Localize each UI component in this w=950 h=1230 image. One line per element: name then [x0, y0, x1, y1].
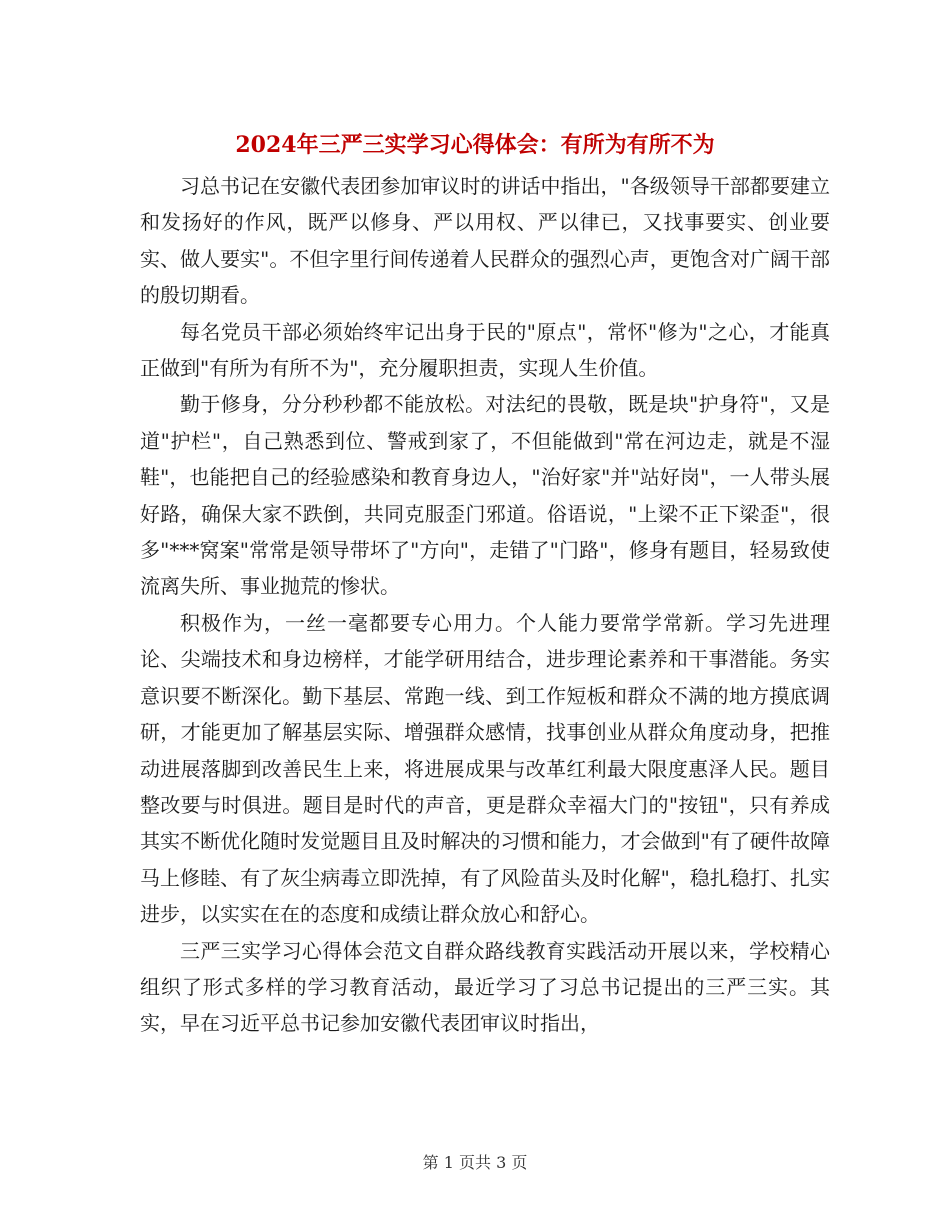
paragraph: 积极作为，一丝一毫都要专心用力。个人能力要常学常新。学习先进理论、尖端技术和身边榜样，才能学研用结合，进步理论素养和干事潜能。务实意识要不断深化。勤下基层、常跑一线、到工作短板和群众不满的地方摸底调研，才能更加了解基层实际、增强群众感情，找事创业从群众角度动身，把推动进展落脚到改善民生上来，将进展成果与改革红利最大限度惠泽人民。题目整改要与时俱进。题目是时代的声音，更是群众幸福大门的"按钮"，只有养成其实不断优化随时发觉题目且及时解决的习惯和能力，才会做到"有了硬件故障马上修睦、有了灰尘病毒立即洗掉，有了风险苗头及时化解"，稳扎稳打、扎实进步，以实实在在的态度和成绩让群众放心和舒心。 — [140, 610, 830, 927]
paragraph: 习总书记在安徽代表团参加审议时的讲话中指出，"各级领导干部都要建立和发扬好的作风，既严以修身、严以用权、严以律已，又找事要实、创业要实、做人要实"。不但字里行间传递着人民群众的强烈心声，更饱含对广阔干部的殷切期看。 — [140, 174, 830, 308]
paragraph: 三严三实学习心得体会范文自群众路线教育实践活动开展以来，学校精心组织了形式多样的学习教育活动，最近学习了习总书记提出的三严三实。其实，早在习近平总书记参加安徽代表团审议时指出， — [140, 938, 830, 1036]
paragraph: 每名党员干部必须始终牢记出身于民的"原点"，常怀"修为"之心，才能真正做到"有所为有所不为"，充分履职担责，实现人生价值。 — [140, 319, 830, 381]
paragraph: 勤于修身，分分秒秒都不能放松。对法纪的畏敬，既是块"护身符"，又是道"护栏"，自己熟悉到位、警戒到家了，不但能做到"常在河边走，就是不湿鞋"，也能把自己的经验感染和教育身边人，"治好家"并"站好岗"，一人带头展好路，确保大家不跌倒，共同克服歪门邪道。俗语说，"上梁不正下梁歪"，很多"***窝案"常常是领导带坏了"方向"，走错了"门路"，修身有题目，轻易致使流离失所、事业抛荒的惨状。 — [140, 392, 830, 599]
document-title: 2024年三严三实学习心得体会：有所为有所不为 — [235, 131, 715, 158]
page-number-footer: 第 1 页共 3 页 — [422, 1153, 528, 1172]
document-body — [140, 168, 830, 1042]
